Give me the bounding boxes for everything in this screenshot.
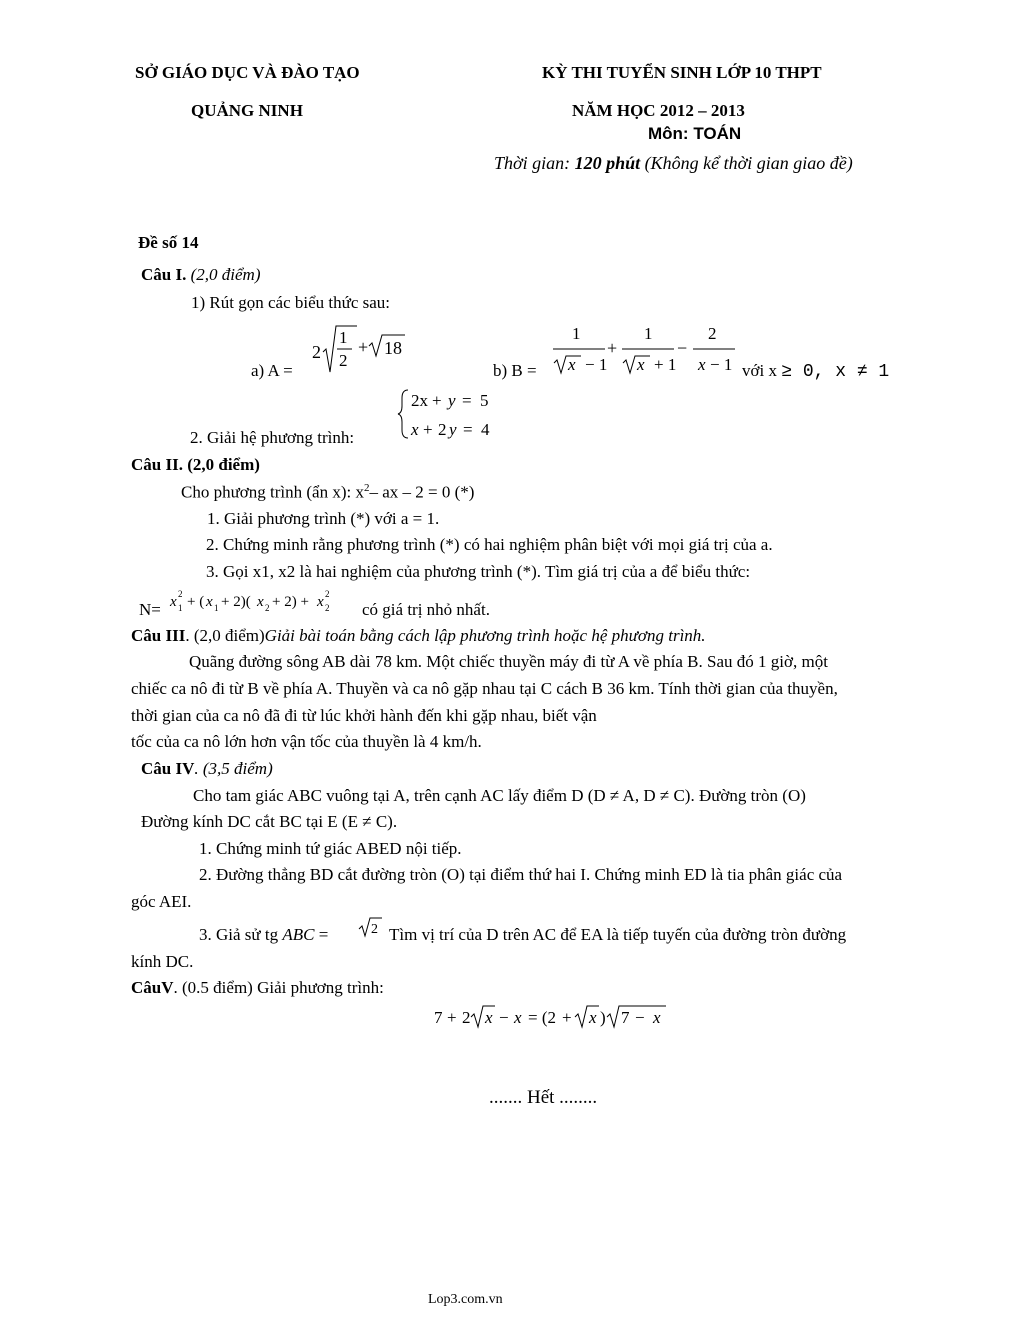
q2-item2: 2. Chứng minh rằng phương trình (*) có hai nghiệm phân biệt với mọi giá trị của a. [206,535,773,554]
svg-text:2: 2 [708,324,717,343]
svg-text:+: + [423,420,433,439]
svg-text:x: x [485,1008,493,1027]
svg-text:2: 2 [438,420,447,439]
q2-intro: Cho phương trình (ẩn x): $x^2-$ ax – 2 = 0 (*) [181,482,475,502]
q4-item3b: kính DC. [131,952,194,971]
svg-text:x: x [317,594,324,610]
svg-text:7: 7 [621,1008,630,1027]
q1-a-label: a) A = [251,361,293,380]
svg-text:+: + [358,337,369,357]
q4-line1: Cho tam giác ABC vuông tại A, trên cạnh AC lấy điểm D (D ≠ A, D ≠ C). Đường tròn (O) [193,786,806,805]
svg-text:= (2: = (2 [528,1008,556,1027]
q3-line2: chiếc ca nô đi từ B về phía A. Thuyền và ca nô gặp nhau tại C cách B 36 km. Tính thời gian của thuyền, [131,679,838,698]
formula-b [548,320,738,380]
q4-item2a: 2. Đường thẳng BD cắt đường tròn (O) tại điểm thứ hai I. Chứng minh ED là tia phân giác của [199,865,843,884]
formula-q5 [432,1002,672,1032]
svg-text:−: − [677,338,688,358]
q4-heading: Câu IV. (3,5 điểm) [141,759,273,778]
q1-heading: Câu I. (2,0 điểm) [141,265,261,284]
svg-text:−: − [499,1008,509,1027]
q1-part1: 1) Rút gọn các biểu thức sau: [191,293,390,312]
q2-item1: 1. Giải phương trình (*) với a = 1. [207,509,440,528]
q1-b-label: b) B = [493,361,537,380]
svg-text:+ (: + ( [187,594,205,610]
department-name: SỞ GIÁO DỤC VÀ ĐÀO TẠO [135,63,360,82]
formula-a [305,320,415,380]
svg-text:y: y [448,391,456,410]
svg-text:x: x [411,420,419,439]
svg-text:x: x [514,1008,522,1027]
svg-text:x: x [257,594,264,610]
svg-text:1: 1 [178,603,183,613]
q2-n-label: N= [139,600,161,619]
svg-text:2: 2 [371,922,378,937]
q3-heading: Câu III. (2,0 điểm)Giải bài toán bằng cách lập phương trình hoặc hệ phương trình. [131,626,706,645]
q1-part2: 2. Giải hệ phương trình: [190,428,355,447]
svg-text:+ 2)(: + 2)( [221,594,251,610]
svg-text:): ) [600,1008,606,1027]
svg-text:x: x [170,594,177,610]
svg-text:x: x [637,355,645,374]
svg-text:18: 18 [384,338,402,358]
svg-text:1: 1 [572,324,581,343]
svg-text:+: + [447,1008,457,1027]
q2-n-suffix: có giá trị nhỏ nhất. [362,600,490,619]
q4-item1: 1. Chứng minh tứ giác ABED nội tiếp. [199,839,462,858]
footer-site: Lop3.com.vn [428,1292,503,1307]
svg-text:2x: 2x [411,391,428,410]
q4-item3-suffix: Tìm vị trí của D trên AC để EA là tiếp tuyến của đường tròn đường [389,925,847,944]
svg-text:4: 4 [481,420,490,439]
svg-text:2: 2 [325,603,330,613]
svg-text:x: x [698,355,706,374]
sqrt-two [357,916,383,940]
svg-text:− 1: − 1 [585,355,608,374]
q4-line2: Đường kính DC cắt BC tại E (E ≠ C). [141,812,398,831]
svg-text:1: 1 [339,328,348,347]
svg-text:2: 2 [312,342,321,362]
q3-line1: Quãng đường sông AB dài 78 km. Một chiếc thuyền máy đi từ A về phía B. Sau đó 1 giờ, một [189,652,828,671]
svg-text:+ 1: + 1 [654,355,677,374]
q4-item2b: góc AEI. [131,892,192,911]
svg-text:x: x [653,1008,661,1027]
system-of-equations [396,384,506,444]
svg-text:y: y [449,420,457,439]
q2-item3: 3. Gọi x1, x2 là hai nghiệm của phương trình (*). Tìm giá trị của a để biểu thức: [206,562,751,581]
svg-text:+ 2) +: + 2) + [272,594,309,610]
svg-text:− 1: − 1 [710,355,733,374]
school-year: NĂM HỌC 2012 – 2013 [572,101,745,120]
q2-heading: Câu II. (2,0 điểm) [131,455,260,474]
time-limit: Thời gian: 120 phút (Không kể thời gian giao đề) [494,153,853,173]
q4-item3: 3. Giả sử tg ABC = [199,925,329,944]
svg-text:+: + [607,338,618,358]
formula-n [168,585,363,617]
svg-text:2: 2 [462,1008,471,1027]
svg-text:5: 5 [480,391,489,410]
svg-text:2: 2 [178,589,183,599]
q5-heading: CâuV. (0.5 điểm) Giải phương trình: [131,978,384,997]
svg-text:−: − [635,1008,645,1027]
end-marker: ....... Hết ........ [489,1087,598,1108]
q3-line4: tốc của ca nô lớn hơn vận tốc của thuyền là 4 km/h. [131,732,482,751]
subject: Môn: TOÁN [648,124,742,143]
exam-code: Đề số 14 [138,233,199,252]
q1-b-condition: với x ≥ 0, x ≠ 1 [742,361,890,382]
q3-line3: thời gian của ca nô đã đi từ lúc khởi hành đến khi gặp nhau, biết vận [131,706,597,725]
svg-text:x: x [206,594,213,610]
svg-text:1: 1 [644,324,653,343]
svg-text:=: = [462,391,472,410]
svg-text:1: 1 [214,603,219,613]
svg-text:x: x [568,355,576,374]
svg-text:=: = [463,420,473,439]
exam-title: KỲ THI TUYỂN SINH LỚP 10 THPT [542,63,822,82]
svg-text:2: 2 [325,589,330,599]
svg-text:+: + [562,1008,572,1027]
svg-text:x: x [589,1008,597,1027]
svg-text:7: 7 [434,1008,443,1027]
svg-text:2: 2 [339,351,348,370]
svg-text:2: 2 [265,603,270,613]
svg-text:+: + [432,391,442,410]
province-name: QUẢNG NINH [191,101,303,120]
